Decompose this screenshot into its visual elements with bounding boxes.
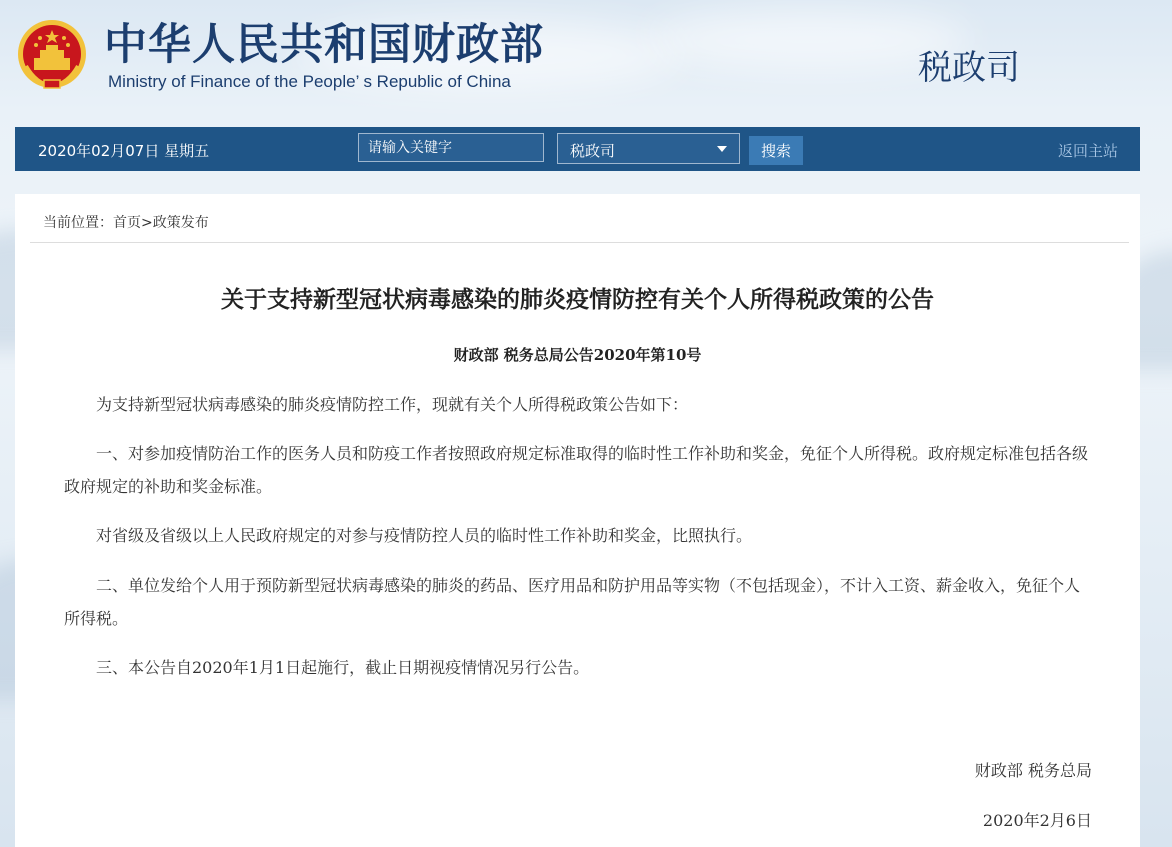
department-name: 税政司 [918,48,1020,88]
department-select-value: 税政司 [570,142,616,160]
document-number: 财政部 税务总局公告2020年第10号 [453,346,702,364]
breadcrumb-home-link[interactable]: 首页 [113,215,141,231]
article-panel [15,194,1140,847]
current-date: 2020年02月07日 星期五 [38,142,210,160]
breadcrumb-label: 当前位置： [43,215,113,231]
nav-bar [15,127,1140,171]
search-button[interactable]: 搜索 [749,136,803,165]
divider [30,242,1129,243]
chevron-down-icon [717,146,727,152]
breadcrumb-current-link[interactable]: 政策发布 [152,215,209,231]
article-paragraph: 为支持新型冠状病毒感染的肺炎疫情防控工作，现就有关个人所得税政策公告如下： [96,395,689,414]
signature: 财政部 税务总局 [974,761,1092,780]
article-paragraph: 二、单位发给个人用于预防新型冠状病毒感染的肺炎的药品、医疗用品和防护用品等实物（不包括现金），不计入工资、薪金收入，免征个人所得税。 [64,576,1081,628]
site-header [0,0,1172,110]
site-title-chinese: 中华人民共和国财政部 [104,20,544,70]
site-title-english: Ministry of Finance of the People’ s Republic of China [108,72,511,91]
department-select[interactable] [557,133,740,164]
breadcrumb-separator: > [141,215,153,231]
article-title: 关于支持新型冠状病毒感染的肺炎疫情防控有关个人所得税政策的公告 [221,287,934,313]
national-emblem-icon [16,18,88,92]
search-input[interactable] [358,133,544,162]
article-paragraph: 一、对参加疫情防治工作的医务人员和防疫工作者按照政府规定标准取得的临时性工作补助和奖金，免征个人所得税。政府规定标准包括各级政府规定的补助和奖金标准。 [64,444,1089,496]
article-paragraph: 三、本公告自2020年1月1日起施行，截止日期视疫情情况另行公告。 [96,658,590,677]
back-to-main-site-link[interactable]: 返回主站 [1057,142,1118,160]
publish-date: 2020年2月6日 [982,811,1092,830]
article-paragraph: 对省级及省级以上人民政府规定的对参与疫情防控人员的临时性工作补助和奖金，比照执行。 [96,526,753,545]
breadcrumb [43,212,209,232]
